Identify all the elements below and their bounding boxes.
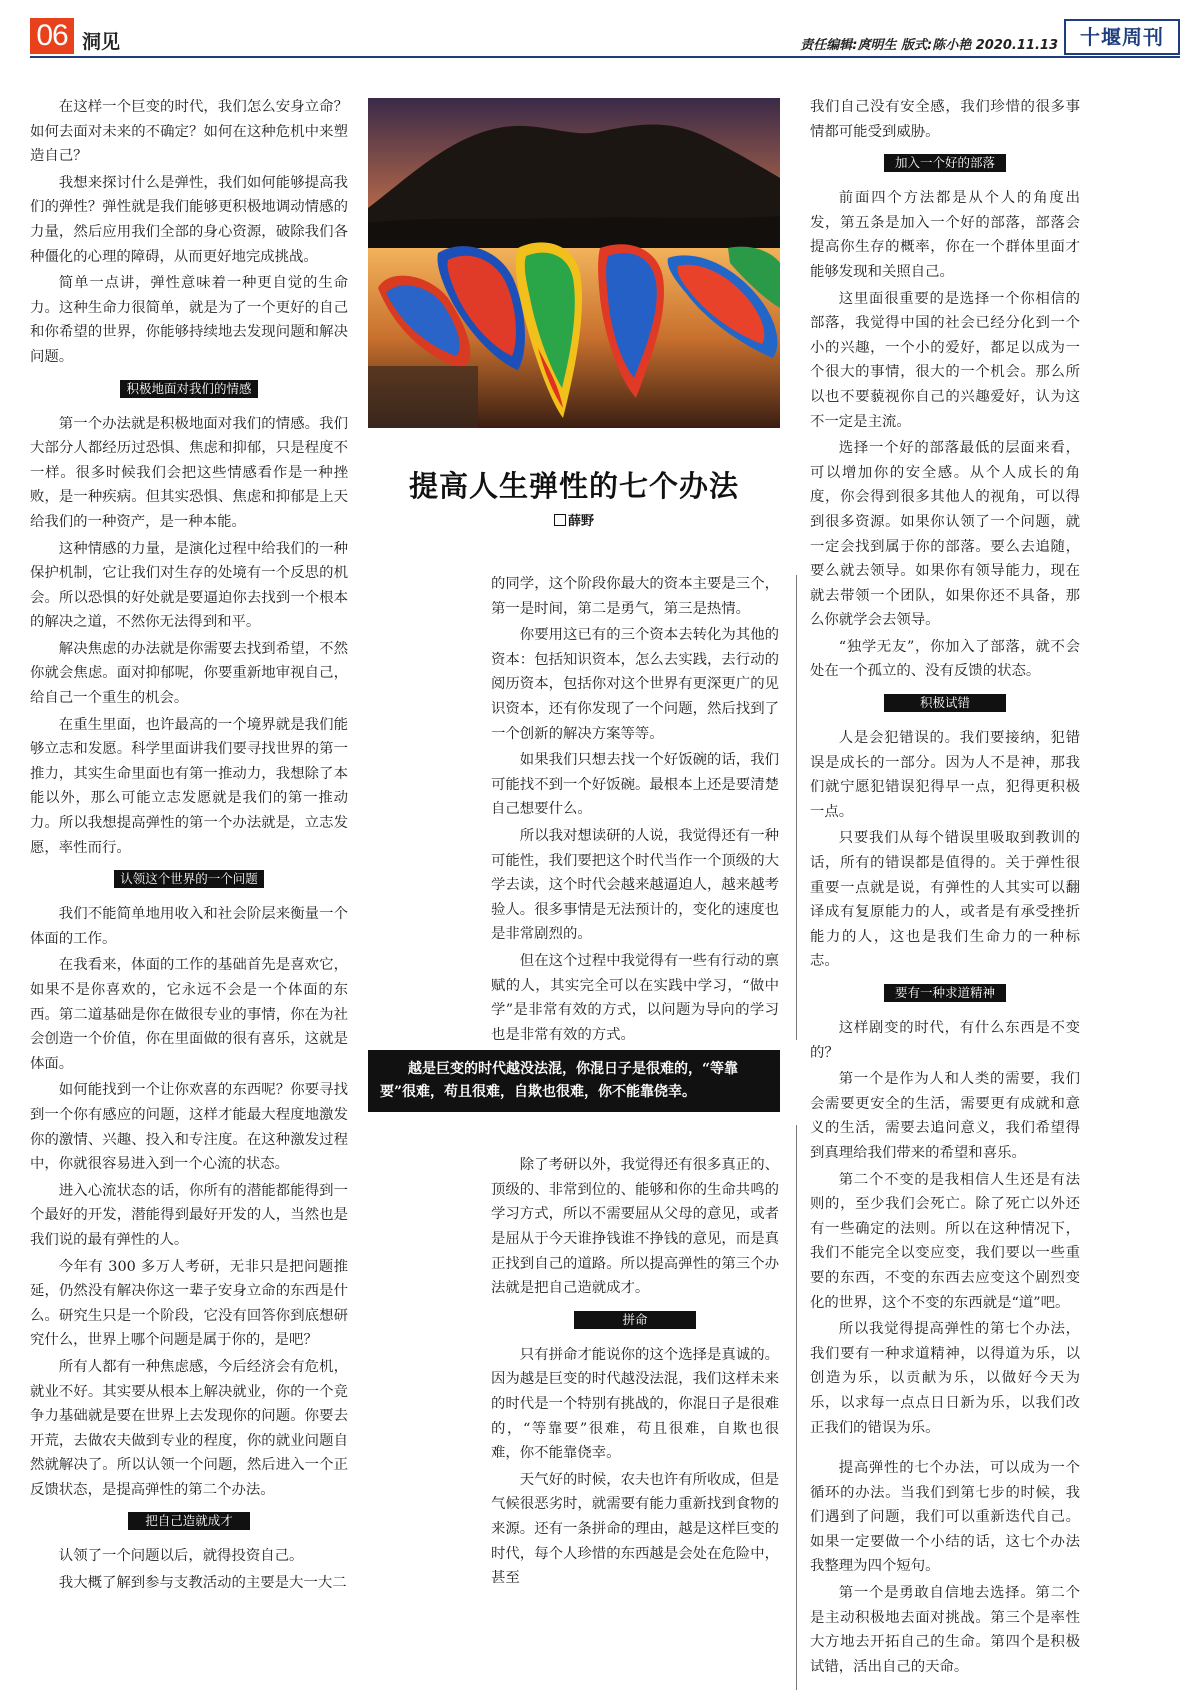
article-title: 提高人生弹性的七个办法 bbox=[408, 469, 739, 503]
paragraph: 如何能找到一个让你欢喜的东西呢？你要寻找到一个你有感应的问题，这样才能最大程度地激发你的激情、兴趣、投入和专注度。在这种激发过程中，你就很容易进入到一个心流的状态。 bbox=[30, 1082, 348, 1173]
section-name: 洞见 bbox=[82, 31, 121, 53]
paragraph: 第一个是作为人和人类的需要，我们会需要更安全的生活，需要更有成就和意义的生活，需要去追问意义，我们希望得到真理给我们带来的希望和喜乐。 bbox=[810, 1071, 1080, 1161]
page-number: 06 bbox=[30, 18, 74, 54]
paragraph: 所以我对想读研的人说，我觉得还有一种可能性，我们要把这个时代当作一个顶级的大学去读，这个时代会越来越逼迫人，越来越考验人。很多事情是无法预计的，变化的速度也是非常剧烈的。 bbox=[491, 827, 779, 943]
byline bbox=[368, 510, 780, 529]
column-divider bbox=[796, 1125, 797, 1690]
editor-credits: 责任编辑:庹明生 版式:陈小艳 2020.11.13 bbox=[800, 38, 1058, 53]
subheading-label: 加入一个好的部落 bbox=[884, 154, 1006, 172]
paragraph: 只有拼命才能说你的这个选择是真诚的。因为越是巨变的时代越没法混，我们这样未来的时代是一个特别有挑战的，你混日子是很难的，“等靠要”很难，苟且很难，自欺也很难，你不能靠侥幸。 bbox=[491, 1346, 779, 1462]
subheading bbox=[30, 870, 348, 888]
subheading-label: 把自己造就成才 bbox=[128, 1512, 250, 1530]
subheading-label: 拼命 bbox=[574, 1311, 696, 1329]
paragraph: 今年有 300 多万人考研，无非只是把问题推延，仍然没有解决你这一辈子安身立命的东西是什么。研究生只是一个阶段，它没有回答你到底想研究什么，世界上哪个问题是属于你的，是吧？ bbox=[30, 1258, 348, 1349]
paragraph: 第一个办法就是积极地面对我们的情感。我们大部分人都经历过恐惧、焦虑和抑郁，只是程度不一样。很多时候我们会把这些情感看作是一种挫败，是一种疾病。但其实恐惧、焦虑和抑郁是上天给我们的一种资产，是一种本能。 bbox=[30, 415, 348, 530]
byline-box-icon bbox=[554, 514, 566, 526]
paragraph: 第一个是勇敢自信地去选择。第二个是主动积极地去面对挑战。第三个是率性大方地去开拓自己的生命。第四个是积极试错，活出自己的天命。 bbox=[810, 1585, 1080, 1675]
colorful-boats-lake-photo-icon bbox=[368, 98, 780, 428]
paragraph: 前面四个方法都是从个人的角度出发，第五条是加入一个好的部落，部落会提高你生存的概率，你在一个群体里面才能够发现和关照自己。 bbox=[810, 190, 1080, 280]
subheading bbox=[810, 984, 1080, 1002]
paragraph: 在这样一个巨变的时代，我们怎么安身立命？如何去面对未来的不确定？如何在这种危机中来塑造自己？ bbox=[30, 99, 348, 165]
paragraph: 这里面很重要的是选择一个你相信的部落，我觉得中国的社会已经分化到一个小的兴趣，一个小的爱好，都足以成为一个很大的事情，很大的一个机会。那么所以也不要藐视你自己的兴趣爱好，认为这不一定是主流。 bbox=[810, 290, 1080, 430]
subheading bbox=[491, 1311, 779, 1329]
paragraph: 在重生里面，也许最高的一个境界就是我们能够立志和发愿。科学里面讲我们要寻找世界的第一推力，其实生命里面也有第一推动力，我想除了本能以外，那么可能立志发愿就是我们的第一推动力。所以我想提高弹性的第一个办法就是，立志发愿，率性而行。 bbox=[30, 716, 348, 856]
subheading-label: 积极地面对我们的情感 bbox=[120, 380, 257, 398]
paragraph: 只要我们从每个错误里吸取到教训的话，所有的错误都是值得的。关于弹性很重要一点就是说，有弹性的人其实可以翻译成有复原能力的人，或者是有承受挫折能力的人，这也是我们生命力的一种标志。 bbox=[810, 830, 1080, 970]
paragraph: 第二个不变的是我相信人生还是有法则的，至少我们会死亡。除了死亡以外还有一些确定的法则。所以在这种情况下，我们不能完全以变应变，我们要以一些重要的东西，不变的东西去应变这个剧烈变化的世界，这个不变的东西就是“道”吧。 bbox=[810, 1171, 1080, 1311]
paragraph: “独学无友”，你加入了部落，就不会处在一个孤立的、没有反馈的状态。 bbox=[810, 638, 1080, 680]
subheading bbox=[810, 154, 1080, 172]
paragraph: 人是会犯错误的。我们要接纳，犯错误是成长的一部分。因为人不是神，那我们就宁愿犯错误犯得早一点，犯得更积极一点。 bbox=[810, 730, 1080, 820]
paragraph-gap bbox=[810, 1442, 1080, 1456]
paragraph: 天气好的时候，农夫也许有所收成，但是气候很恶劣时，就需要有能力重新找到食物的来源。还有一条拼命的理由，越是这样巨变的时代，每个人珍惜的东西越是会处在危险中，甚至 bbox=[491, 1471, 779, 1587]
author-name: 薛野 bbox=[567, 514, 594, 529]
paragraph: 进入心流状态的话，你所有的潜能都能得到一个最好的开发，潜能得到最好开发的人，当然也是我们说的最有弹性的人。 bbox=[30, 1182, 348, 1248]
masthead-logo: 十堰周刊 bbox=[1064, 19, 1180, 55]
column-left bbox=[30, 95, 348, 1598]
paragraph: 我想来探讨什么是弹性，我们如何能够提高我们的弹性？弹性就是我们能够更积极地调动情感的力量，然后应用我们全部的身心资源，破除我们各种僵化的心理的障碍，从而更好地完成挑战。 bbox=[30, 174, 348, 265]
paragraph: 简单一点讲，弹性意味着一种更自觉的生命力。这种生命力很简单，就是为了一个更好的自己和你希望的世界，你能够持续地去发现问题和解决问题。 bbox=[30, 275, 348, 365]
paragraph: 的同学，这个阶段你最大的资本主要是三个，第一是时间，第二是勇气，第三是热情。 bbox=[491, 576, 779, 617]
paragraph: 这种情感的力量，是演化过程中给我们的一种保护机制，它让我们对生存的处境有一个反思的机会。所以恐惧的好处就是要逼迫你去找到一个根本的解决之道，不然你无法得到和平。 bbox=[30, 540, 348, 631]
paragraph: 认领了一个问题以后，就得投资自己。 bbox=[58, 1548, 304, 1565]
subheading-label: 要有一种求道精神 bbox=[884, 984, 1006, 1002]
column-right bbox=[810, 95, 1080, 1681]
paragraph: 我们不能简单地用收入和社会阶层来衡量一个体面的工作。 bbox=[30, 906, 348, 947]
paragraph: 所以我觉得提高弹性的第七个办法，我们要有一种求道精神，以得道为乐，以创造为乐，以贡献为乐，以做好今天为乐，以求每一点点日日新为乐，以我们改正我们的错误为乐。 bbox=[810, 1321, 1080, 1436]
paragraph: 选择一个好的部落最低的层面来看，可以增加你的安全感。从个人成长的角度，你会得到很多其他人的视角，可以得到很多资源。如果你认领了一个问题，就一定会找到属于你的部落。要么去追随，要么就去领导。如果你有领导能力，现在就去带领一个团队，如果你还不具备，那么你就学会去领导。 bbox=[810, 440, 1080, 629]
subheading-label: 积极试错 bbox=[884, 694, 1006, 712]
paragraph: 所有人都有一种焦虑感，今后经济会有危机，就业不好。其实要从根本上解决就业，你的一个竞争力基础就是要在世界上去发现你的问题。你要去开荒，去做农夫做到专业的程度，你的就业问题自然就解决了。所以认领一个问题，然后进入一个正反馈状态，是提高弹性的第二个办法。 bbox=[30, 1358, 348, 1498]
subheading bbox=[30, 1512, 348, 1530]
pull-quote: 越是巨变的时代越没法混，你混日子是很难的，“等靠要”很难，苟且很难，自欺也很难，你不能靠侥幸。 bbox=[368, 1050, 780, 1112]
paragraph: 除了考研以外，我觉得还有很多真正的、顶级的、非常到位的、能够和你的生命共鸣的学习方式，所以不需要屈从父母的意见，或者是屈从于今天谁挣钱谁不挣钱的意见，而是真正找到自己的道路。所以提高弹性的第三个办法就是把自己造就成才。 bbox=[491, 1157, 779, 1297]
paragraph: 但在这个过程中我觉得有一些有行动的禀赋的人，其实完全可以在实践中学习，“做中学”是非常有效的方式，以问题为导向的学习也是非常有效的方式。 bbox=[491, 952, 779, 1043]
paragraph: 如果我们只想去找一个好饭碗的话，我们可能找不到一个好饭碗。最根本上还是要清楚自己想要什么。 bbox=[491, 752, 779, 818]
paragraph: 我大概了解到参与支教活动的主要是大一大二 bbox=[58, 1575, 347, 1592]
subheading bbox=[810, 694, 1080, 712]
paragraph: 在我看来，体面的工作的基础首先是喜欢它，如果不是你喜欢的，它永远不会是一个体面的东西。第二道基础是你在做很专业的事情，你在为社会创造一个价值，你在里面做的很有喜乐，这就是体面。 bbox=[30, 957, 348, 1072]
paragraph: 解决焦虑的办法就是你需要去找到希望，不然你就会焦虑。面对抑郁呢，你要重新地审视自己，给自己一个重生的机会。 bbox=[30, 640, 348, 707]
column-divider bbox=[796, 575, 797, 1040]
subheading-label: 认领这个世界的一个问题 bbox=[114, 870, 264, 888]
paragraph: 我们自己没有安全感，我们珍惜的很多事情都可能受到威胁。 bbox=[810, 99, 1080, 140]
boats-photo bbox=[368, 98, 780, 428]
paragraph: 这样剧变的时代，有什么东西是不变的？ bbox=[810, 1020, 1080, 1061]
paragraph: 提高弹性的七个办法，可以成为一个循环的办法。当我们到第七步的时候，我们遇到了问题，我们可以重新迭代自己。如果一定要做一个小结的话，这七个办法我整理为四个短句。 bbox=[810, 1460, 1080, 1575]
subheading bbox=[30, 380, 348, 398]
header-rule bbox=[30, 56, 1180, 58]
paragraph: 你要用这已有的三个资本去转化为其他的资本：包括知识资本，怎么去实践，去行动的阅历资本，包括你对这个世界有更深更广的见识资本，还有你发现了一个问题，然后找到了一个创新的解决方案等等。 bbox=[491, 627, 779, 742]
